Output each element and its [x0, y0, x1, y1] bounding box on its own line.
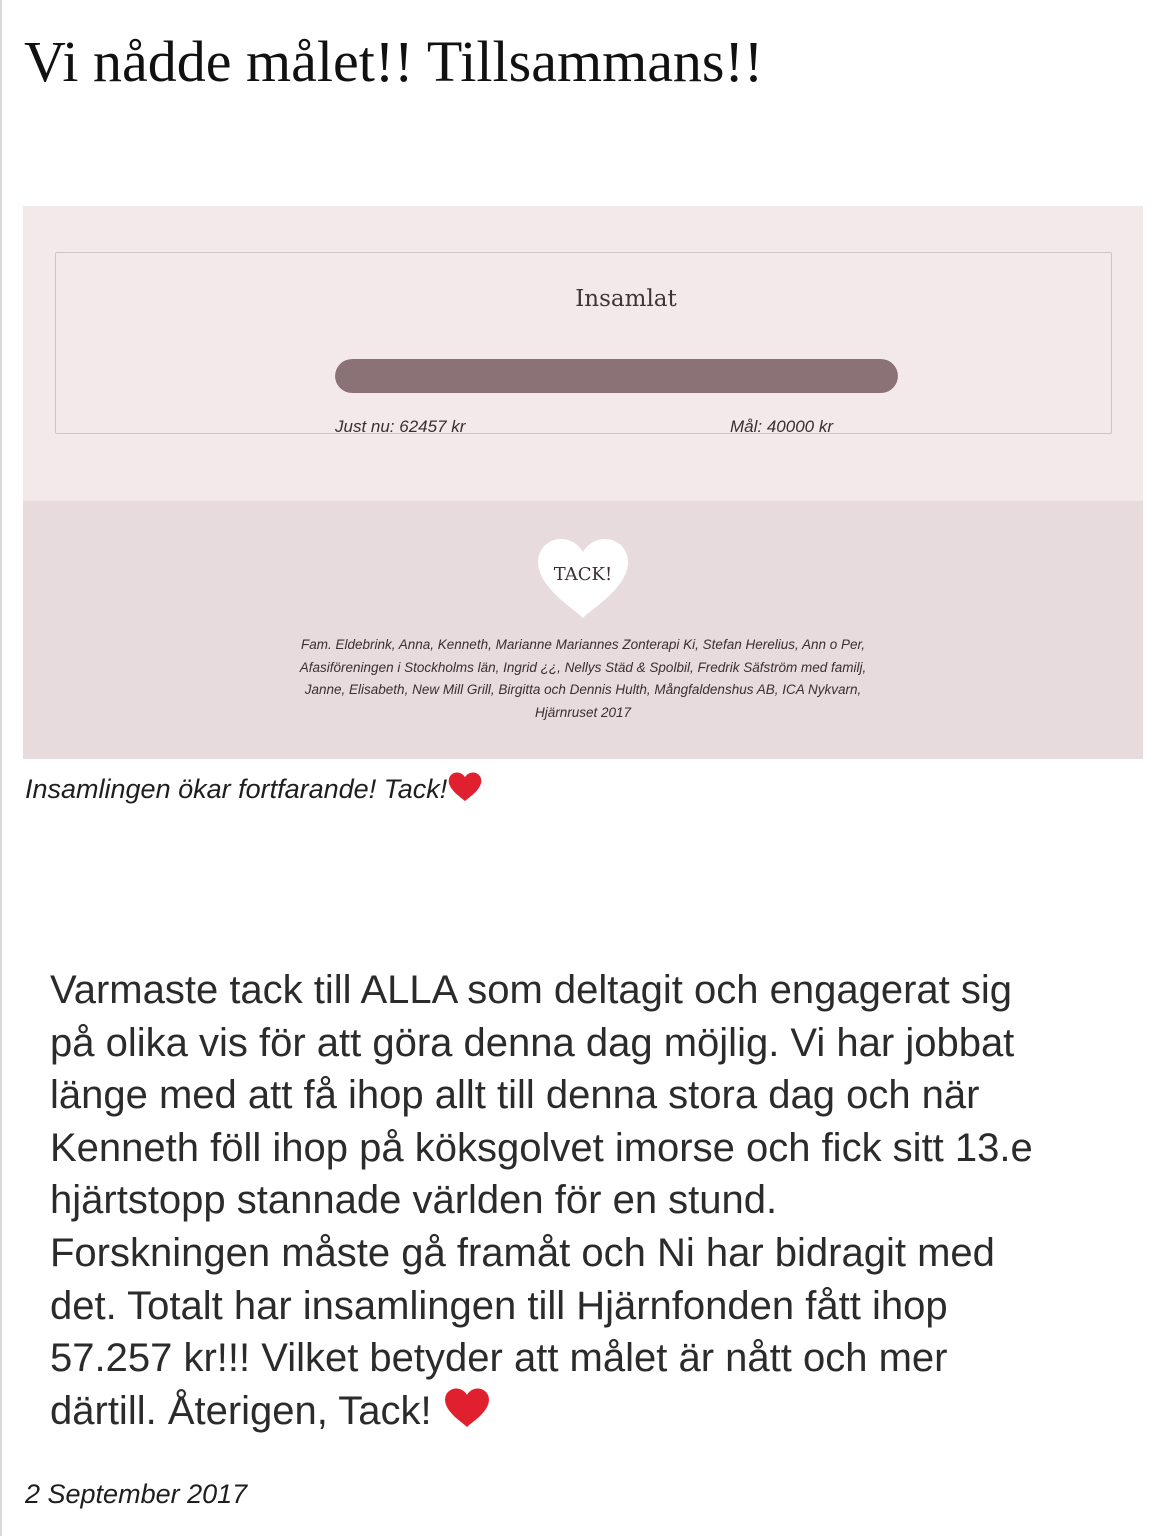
message-line: Kenneth föll ihop på köksgolvet imorse och fick sitt 13.e [50, 1125, 1033, 1170]
red-heart-icon [448, 772, 482, 812]
thank-you-message [50, 964, 1140, 1441]
donor-line: Fam. Eldebrink, Anna, Kenneth, Marianne Mariannes Zonterapi Ki, Stefan Herelius, Ann o Per, [300, 637, 866, 652]
message-line: Forskningen måste gå framåt och Ni har bidragit med [50, 1230, 995, 1275]
donor-line: Janne, Elisabeth, New Mill Grill, Birgitta och Dennis Hulth, Mångfaldenshus AB, ICA Nykvarn, [304, 682, 862, 697]
left-border [0, 0, 2, 1536]
message-line: länge med att få ihop allt till denna stora dag och när [50, 1073, 980, 1118]
donor-line: Hjärnruset 2017 [534, 704, 632, 720]
current-amount: Just nu: 62457 kr [335, 417, 466, 436]
message-last-line [50, 1385, 1140, 1442]
fundraiser-top-panel [23, 206, 1143, 501]
caption-text: Insamlingen ökar fortfarande! Tack! [25, 774, 448, 804]
page-title: Vi nådde målet!! Tillsammans!! [24, 29, 764, 94]
donor-line: Afasiföreningen i Stockholms län, Ingrid ¿¿, Nellys Städ & Spolbil, Fredrik Säfström med familj, [299, 659, 867, 675]
progress-bar [335, 359, 898, 393]
heart-label: TACK! [553, 564, 613, 585]
message-line: hjärtstopp stannade världen för en stund. [50, 1178, 778, 1223]
message-line: på olika vis för att göra denna dag möjlig. Vi har jobbat [50, 1020, 1015, 1065]
progress-bar-fill [335, 359, 898, 393]
message-line: 57.257 kr!!! Vilket betyder att målet är nått och mer [50, 1336, 948, 1381]
fundraiser-label: Insamlat [541, 279, 711, 319]
donor-list [253, 634, 913, 724]
red-heart-icon [444, 1388, 490, 1442]
fundraiser-box [55, 252, 1112, 434]
message-line: det. Totalt har insamlingen till Hjärnfonden fått ihop [50, 1283, 948, 1328]
tack-heart [536, 538, 630, 620]
post-date: 2 September 2017 [25, 1479, 248, 1509]
caption [25, 770, 482, 812]
message-line: därtill. Återigen, Tack! [50, 1388, 432, 1433]
goal-amount: Mål: 40000 kr [730, 417, 833, 436]
message-line: Varmaste tack till ALLA som deltagit och engagerat sig [50, 968, 1013, 1012]
fundraiser-screenshot [23, 206, 1143, 759]
